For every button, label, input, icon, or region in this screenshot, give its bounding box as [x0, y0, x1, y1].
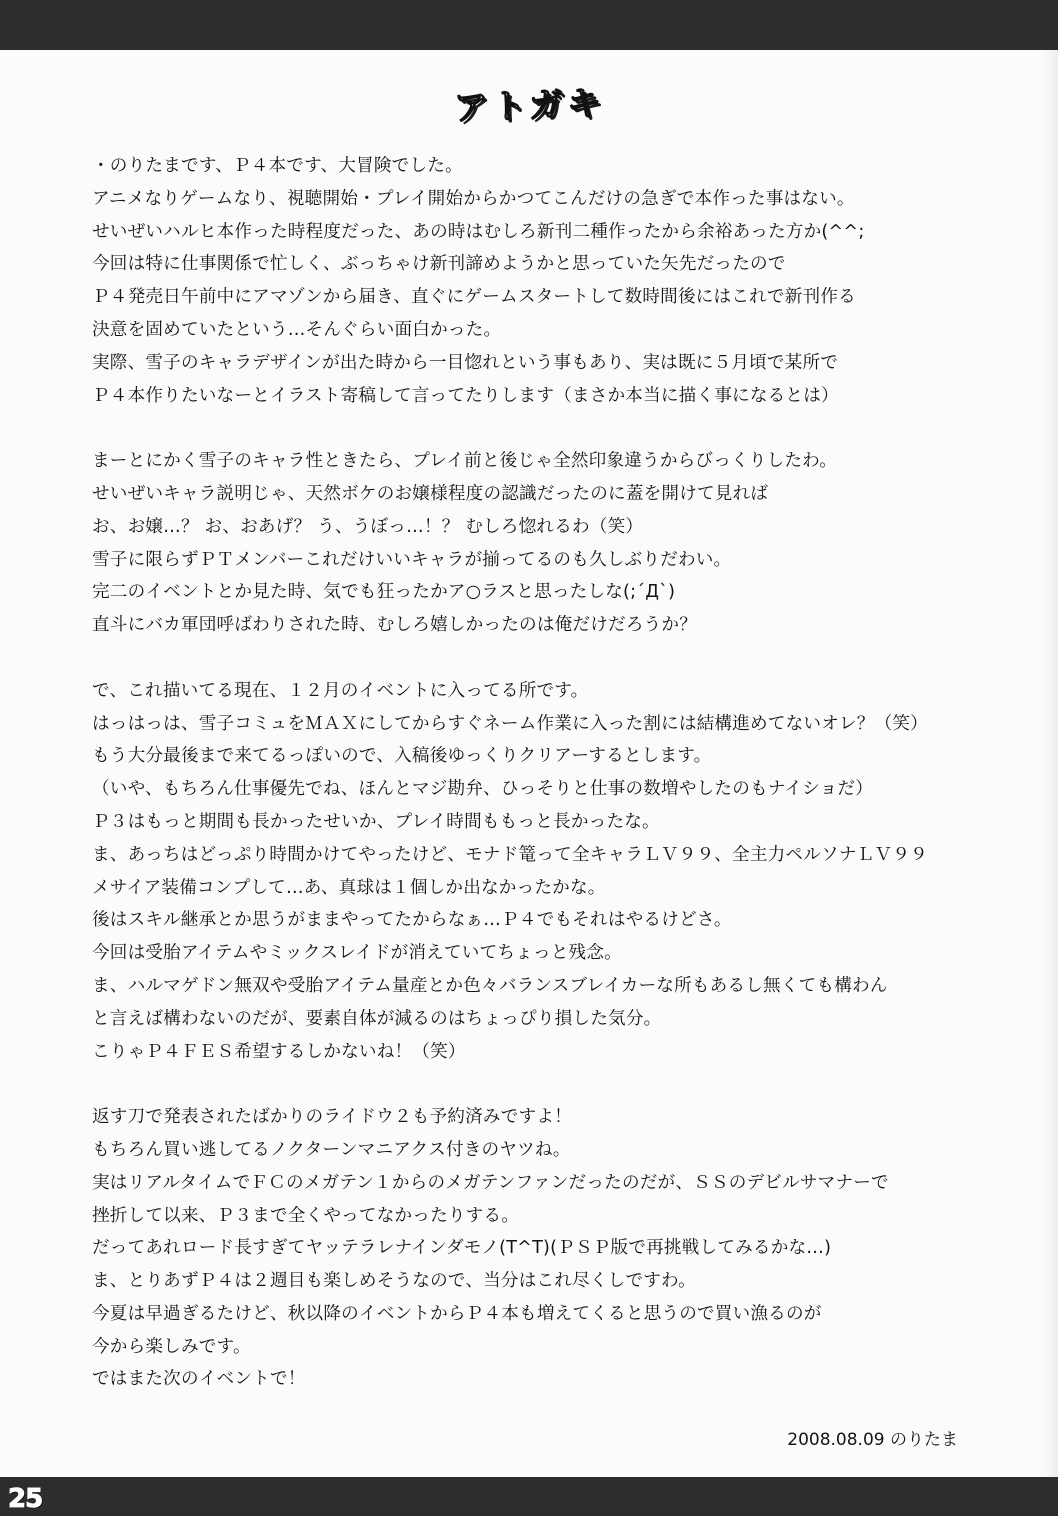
- text-line: お、お嬢…？ お、おあげ？ う、うぼっ…！？ むしろ惚れるわ（笑）: [92, 516, 644, 537]
- text-line: 今回は特に仕事関係で忙しく、ぶっちゃけ新刊諦めようかと思っていた矢先だったので: [92, 254, 786, 275]
- text-line: せいぜいキャラ説明じゃ、天然ボケのお嬢様程度の認識だったのに蓋を開けて見れば: [92, 483, 769, 504]
- text-line: メサイア装備コンプして…あ、真球は１個しか出なかったかな。: [92, 877, 606, 898]
- text-line: と言えば構わないのだが、要素自体が減るのはちょっぴり損した気分。: [92, 1008, 662, 1029]
- text-line: もう大分最後まで来てるっぽいので、入稿後ゆっくりクリアーするとします。: [92, 746, 712, 767]
- text-line: ま、あっちはどっぷり時間かけてやったけど、モナド篭って全キャラＬＶ９９、全主力ペルソナＬＶ９９: [92, 844, 928, 865]
- top-black-border: [0, 0, 1058, 50]
- paragraph: [92, 675, 1022, 1069]
- text-line: ま、ハルマゲドン無双や受胎アイテム量産とか色々バランスブレイカーな所もあるし無くても構わん: [92, 975, 888, 996]
- text-line: 今夏は早過ぎるたけど、秋以降のイベントからＰ４本も増えてくると思うので買い漁るのが: [92, 1303, 822, 1324]
- text-line: ま、とりあずＰ４は２週目も楽しめそうなので、当分はこれ尽くしですわ。: [92, 1271, 696, 1292]
- text-line: Ｐ３はもっと期間も長かったせいか、プレイ時間ももっと長かったな。: [92, 811, 660, 832]
- bottom-black-border: [0, 1477, 1058, 1516]
- paragraph: [92, 1101, 1022, 1396]
- page-edge-shadow: [1044, 50, 1058, 1477]
- text-line: ではまた次のイベントで！: [92, 1369, 306, 1390]
- paragraph: [92, 150, 1022, 412]
- paragraph-gap: [92, 1068, 1022, 1101]
- text-line: 今回は受胎アイテムやミックスレイドが消えていてちょっと残念。: [92, 943, 622, 964]
- page-number: 25: [8, 1484, 43, 1514]
- text-line: ・のりたまです、Ｐ４本です、大冒険でした。: [92, 156, 463, 176]
- text-line: 挫折して以来、Ｐ３まで全くやってなかったりする。: [92, 1205, 520, 1226]
- paragraph-gap: [92, 642, 1022, 675]
- page-title: [0, 83, 1058, 129]
- date-signature: 2008.08.09 のりたま: [787, 1430, 958, 1450]
- text-line: 実はリアルタイムでＦＣのメガテン１からのメガテンファンだったのだが、ＳＳのデビルサマナーで: [92, 1172, 889, 1193]
- text-line: 後はスキル継承とか思うがままやってたからなぁ…Ｐ４でもそれはやるけどさ。: [92, 910, 732, 931]
- text-line: 直斗にバカ軍団呼ばわりされた時、むしろ嬉しかったのは俺だけだろうか？: [92, 615, 697, 636]
- paragraph-gap: [92, 412, 1022, 445]
- text-line: で、これ描いてる現在、１２月のイベントに入ってる所です。: [92, 680, 589, 701]
- text-line: 実際、雪子のキャラデザインが出た時から一目惚れという事もあり、実は既に５月頃で某所で: [92, 352, 839, 373]
- text-line: 今から楽しみです。: [92, 1336, 251, 1357]
- text-line: もちろん買い逃してるノクターンマニアクス付きのヤツね。: [92, 1139, 571, 1160]
- text-line: 完二のイベントとか見た時、気でも狂ったかア○ラスと思ったしな(;´Д`): [92, 582, 676, 603]
- text-line: Ｐ４発売日午前中にアマゾンから届き、直ぐにゲームスタートして数時間後にはこれで新刊作る: [92, 287, 856, 308]
- text-line: こりゃＰ４ＦＥＳ希望するしかないね！（笑）: [92, 1041, 466, 1062]
- title-text: アトガキ: [452, 83, 606, 129]
- paragraph: [92, 445, 1022, 642]
- text-line: せいぜいハルヒ本作った時程度だった、あの時はむしろ新刊二種作ったから余裕あった方か(^^;: [92, 221, 865, 242]
- text-line: はっはっは、雪子コミュをＭＡＸにしてからすぐネーム作業に入った割には結構進めてないオレ？（笑）: [92, 713, 928, 734]
- text-line: 返す刀で発表されたばかりのライドウ２も予約済みですよ！: [92, 1107, 572, 1128]
- text-line: 雪子に限らずＰＴメンバーこれだけいいキャラが揃ってるのも久しぶりだわい。: [92, 549, 732, 570]
- text-line: だってあれロード長すぎてヤッテラレナインダモノ(T^T)(ＰＳＰ版で再挑戦してみるかな…): [92, 1238, 832, 1259]
- text-line: アニメなりゲームなり、視聴開始・プレイ開始からかつてこんだけの急ぎで本作った事はない。: [92, 188, 855, 209]
- text-line: まーとにかく雪子のキャラ性ときたら、プレイ前と後じゃ全然印象違うからびっくりしたわ。: [92, 451, 838, 472]
- text-line: 決意を固めていたという…そんぐらい面白かった。: [92, 319, 502, 340]
- text-line: （いや、もちろん仕事優先でね、ほんとマジ勘弁、ひっそりと仕事の数増やしたのもナイショだ）: [92, 779, 873, 800]
- afterword-body: [92, 150, 1022, 1396]
- text-line: Ｐ４本作りたいなーとイラスト寄稿して言ってたりします（まさか本当に描く事になるとは）: [92, 385, 839, 406]
